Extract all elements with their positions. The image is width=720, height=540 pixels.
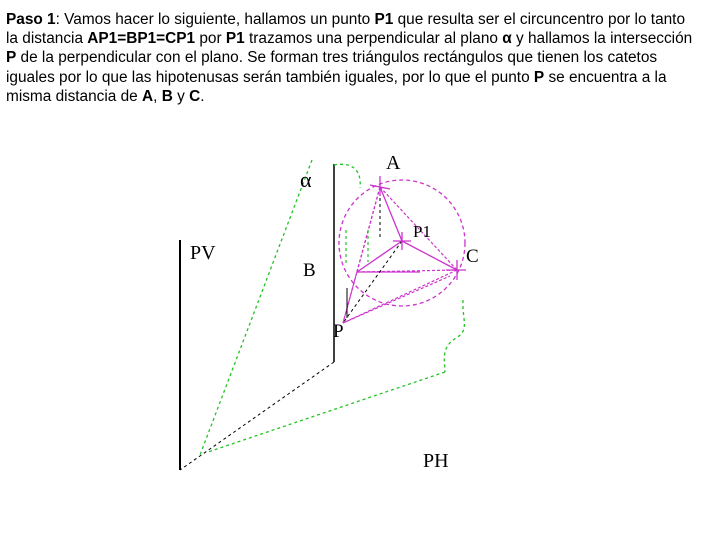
triangle-lines	[343, 187, 457, 323]
text-run: : Vamos hacer lo siguiente, hallamos un punto	[55, 11, 375, 28]
text-run: de la perpendicular con el plano. Se forman tres triángulos rectángulos que tienen los catetos iguales por lo que las hipotenusas serán también iguales, por lo que el punto	[6, 49, 658, 86]
label-pv: PV	[190, 242, 216, 264]
text-run: se encuentra a la misma distancia de	[6, 68, 667, 105]
label-c: C	[466, 246, 479, 267]
label-ph: PH	[423, 450, 449, 472]
projection-lines	[180, 362, 334, 470]
perpendicular-lines	[343, 180, 402, 323]
point-b-ref: B	[161, 87, 173, 105]
text-run: y hallamos la intersección	[511, 30, 693, 48]
label-b: B	[303, 260, 316, 281]
point-p1-ref: P1	[225, 30, 245, 48]
point-p1-ref: P1	[374, 11, 394, 28]
plane-alpha-ref: α	[502, 30, 512, 48]
label-p: P	[333, 321, 344, 342]
point-p-ref: P	[6, 49, 17, 67]
label-alpha: α	[300, 167, 312, 192]
text-run: .	[200, 87, 205, 105]
text-run: trazamos una perpendicular al plano	[244, 30, 503, 48]
text-run: que resulta ser el circuncentro por lo tanto la distancia	[6, 11, 686, 48]
text-run: por	[195, 30, 226, 48]
label-a: A	[386, 152, 401, 174]
point-marker-p1	[393, 232, 411, 250]
text-run: y	[172, 87, 190, 105]
guide-segments	[346, 230, 368, 265]
point-p-ref: P	[533, 68, 545, 86]
point-c-ref: C	[189, 87, 201, 105]
point-a-ref: A	[142, 87, 154, 105]
point-marker-a	[370, 176, 390, 196]
radii-lines	[357, 187, 457, 272]
distance-equality: AP1=BP1=CP1	[87, 30, 196, 48]
label-p1: P1	[413, 222, 431, 241]
step-label: Paso 1	[6, 11, 56, 28]
plane-alpha-outline	[200, 160, 464, 455]
text-run: ,	[153, 87, 162, 105]
